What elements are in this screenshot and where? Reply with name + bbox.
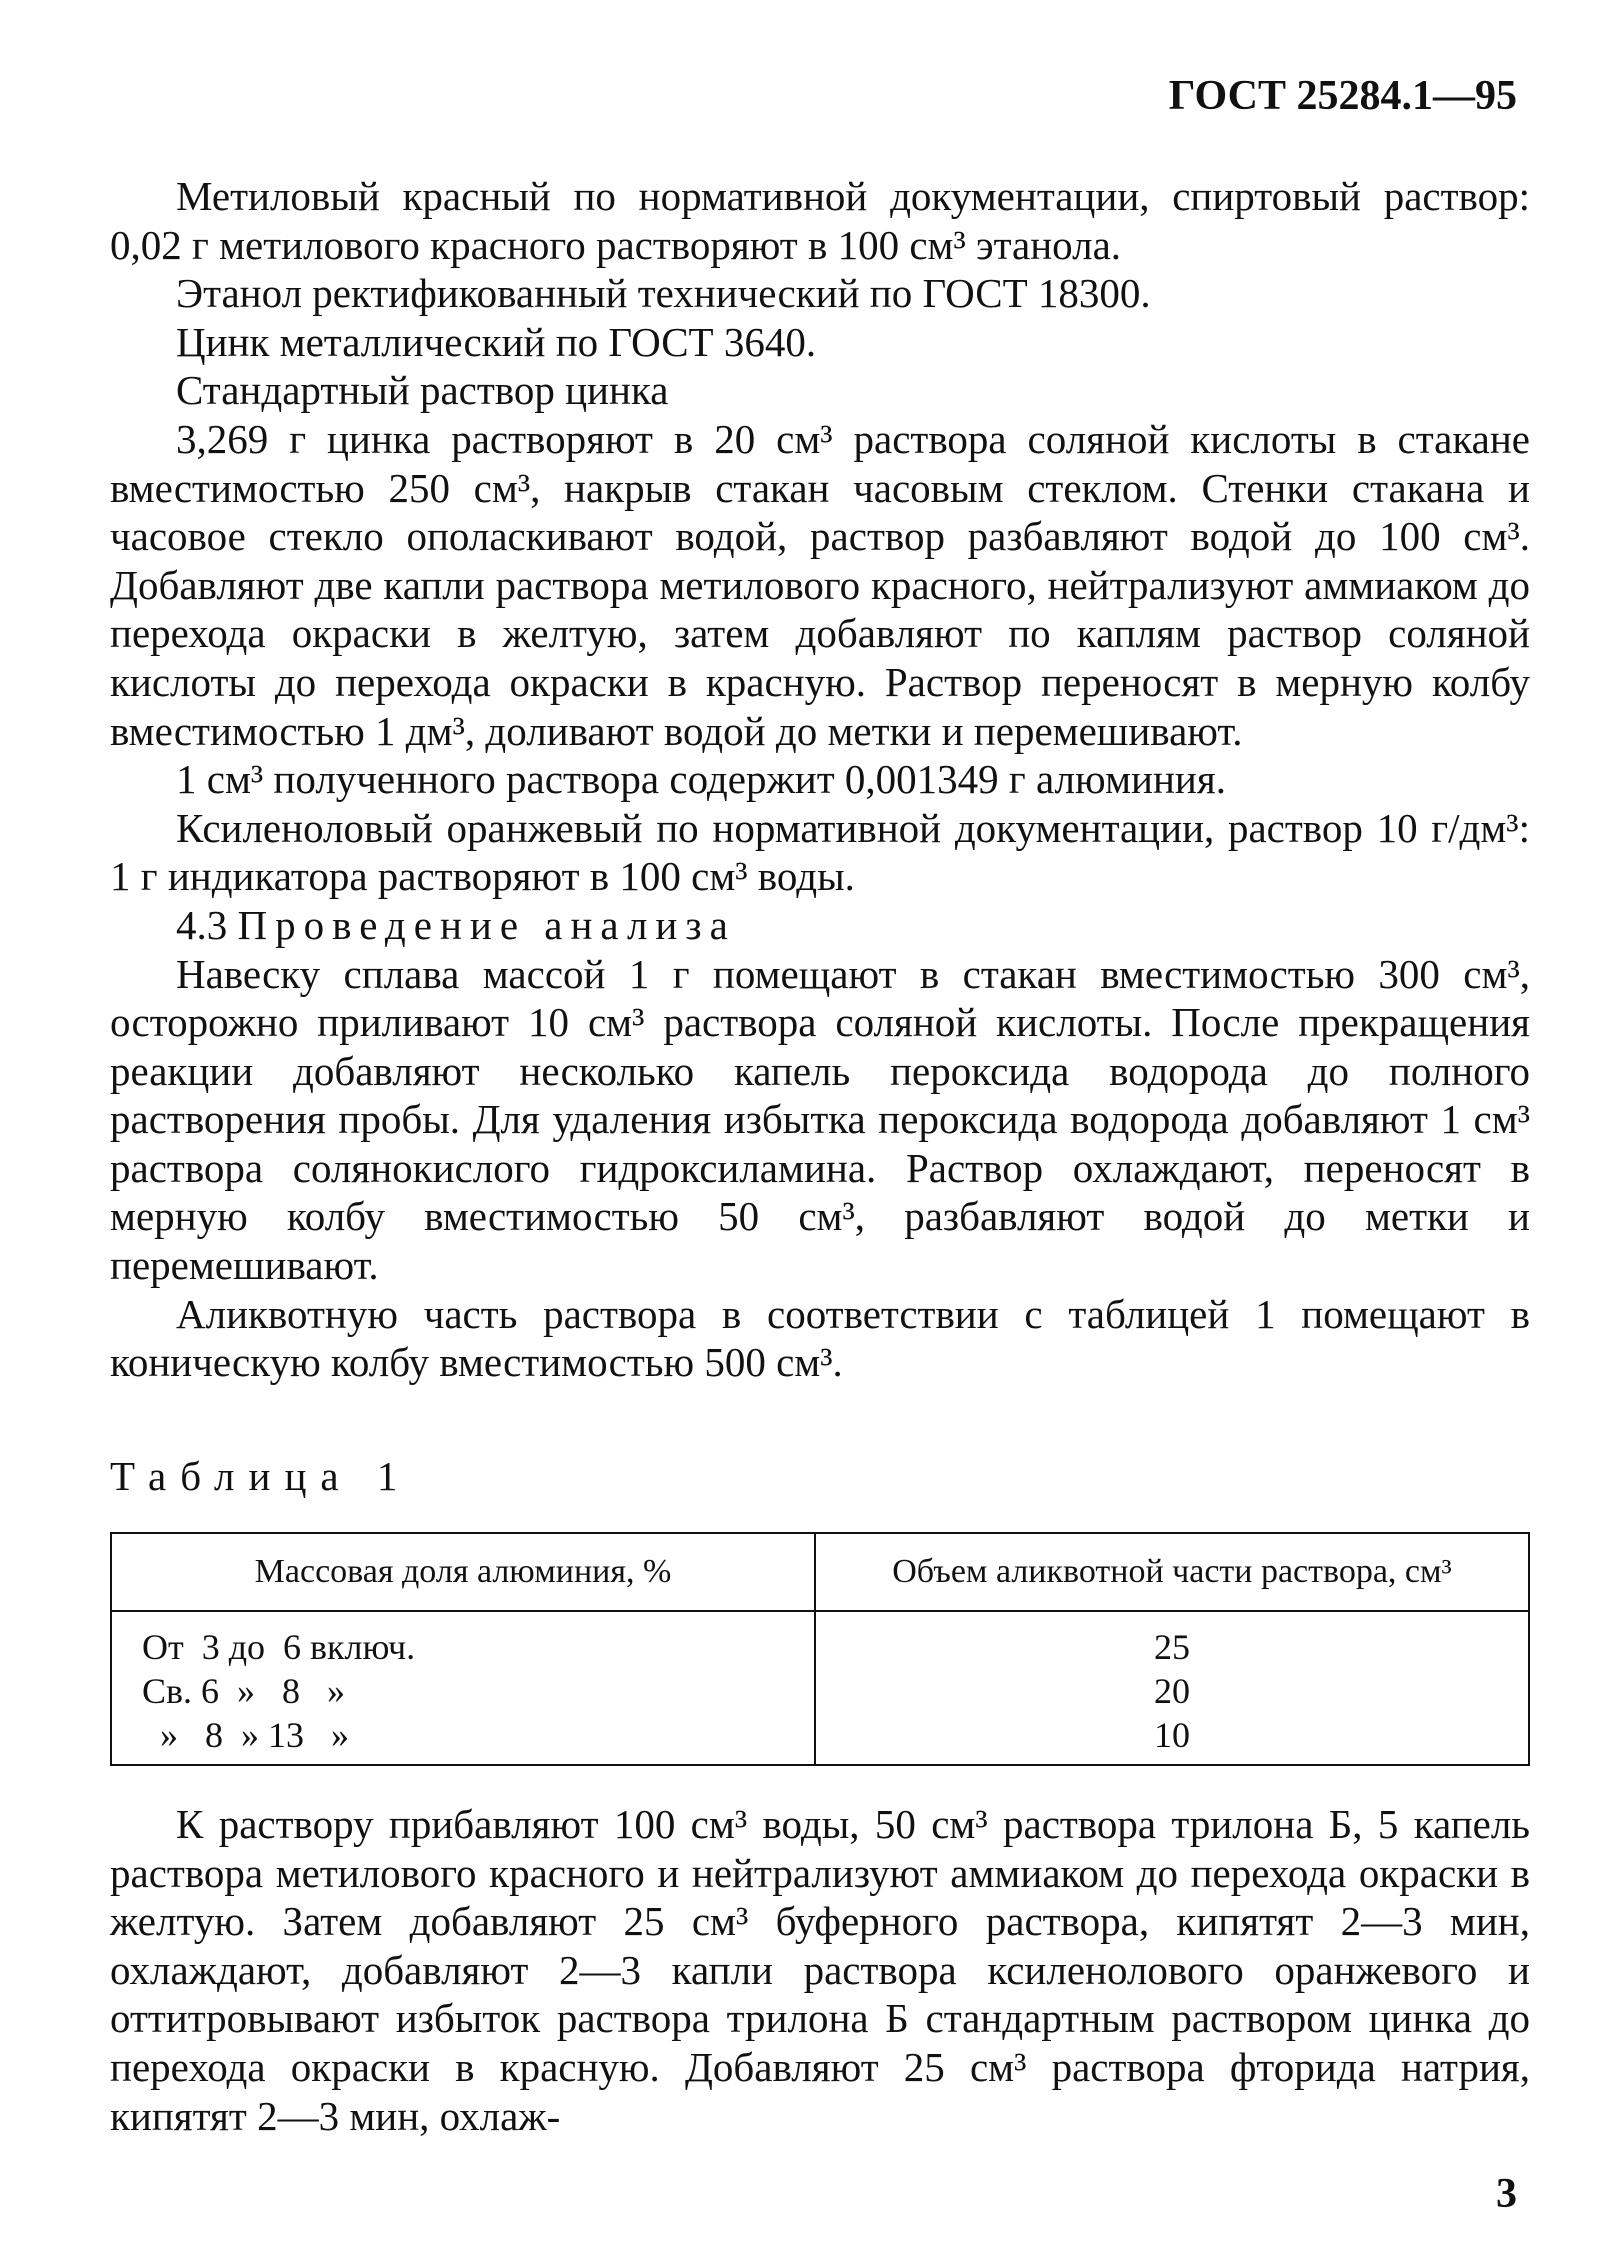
paragraph-aluminium-content: 1 см³ полученного раствора содержит 0,001349 г алюминия.: [176, 756, 1226, 803]
paragraph-methyl-red: Метиловый красный по нормативной документации, спиртовый раствор: 0,02 г метилового красного растворяют в 100 см³ этанола.: [110, 173, 1530, 268]
paragraph-standard-zinc-title: Стандартный раствор цинка: [176, 367, 669, 414]
aliquot-table: [110, 1532, 1530, 1766]
paragraph-zinc-metal: Цинк металлический по ГОСТ 3640.: [176, 318, 817, 365]
cell-range: От 3 до 6 включ.: [111, 1611, 815, 1669]
paragraph-aliquot: Аликвотную часть раствора в соответствии с таблицей 1 помещают в коническую колбу вместимостью 500 см³.: [110, 1290, 1530, 1386]
table-header-row: [111, 1533, 1529, 1611]
paragraph-xylenol-orange: Ксиленоловый оранжевый по нормативной документации, раствор 10 г/дм³: 1 г индикатора растворяют в 100 см³ воды.: [110, 804, 1530, 900]
paragraph-standard-zinc-prep: 3,269 г цинка растворяют в 20 см³ раствора соляной кислоты в стакане вместимостью 250 см³, накрыв стакан часовым стеклом. Стенки стакана и часовое стекло ополаскивают водой, раствор разбавляют водой до 100 см³. Добавляют две капли раствора метилового красного, нейтрализуют аммиаком до перехода окраски в желтую, затем добавляют по каплям раствор соляной кислоты до перехода окраски в красную. Раствор переносят в мерную колбу вместимостью 1 дм³, доливают водой до метки и перемешивают.: [110, 415, 1530, 754]
section-number: 4.3: [176, 901, 228, 948]
section-title: Проведение анализа: [237, 901, 736, 948]
paragraph-sample-dissolution: Навеску сплава массой 1 г помещают в стакан вместимостью 300 см³, осторожно приливают 10 см³ раствора соляной кислоты. После прекращения реакции добавляют несколько капель пероксида водорода до полного растворения пробы. Для удаления избытка пероксида водорода добавляют 1 см³ раствора солянокислого гидроксиламина. Раствор охлаждают, переносят в мерную колбу вместимостью 50 см³, разбавляют водой до метки и перемешивают.: [110, 950, 1530, 1289]
page-number: 3: [1496, 2171, 1517, 2217]
cell-range: Св. 6 » 8 »: [111, 1669, 815, 1713]
section-heading: [110, 901, 1530, 950]
header-aliquot-volume: Объем аликвотной части раствора, см³: [815, 1533, 1529, 1611]
body-text-bottom: [110, 1800, 1530, 2140]
cell-volume: 25: [815, 1611, 1529, 1669]
cell-range: » 8 » 13 »: [111, 1713, 815, 1765]
cell-volume: 20: [815, 1669, 1529, 1713]
table-row: [111, 1669, 1529, 1713]
table-row: [111, 1713, 1529, 1765]
cell-volume: 10: [815, 1713, 1529, 1765]
header-aluminium-fraction: Массовая доля алюминия, %: [111, 1533, 815, 1611]
table-row: [111, 1611, 1529, 1669]
table-caption: Таблица 1: [110, 1453, 412, 1499]
paragraph-ethanol: Этанол ректификованный технический по ГОСТ 18300.: [176, 270, 1151, 317]
paragraph-titration: К раствору прибавляют 100 см³ воды, 50 см³ раствора трилона Б, 5 капель раствора метилового красного и нейтрализуют аммиаком до перехода окраски в желтую. Затем добавляют 25 см³ буферного раствора, кипятят 2—3 мин, охлаждают, добавляют 2—3 капли раствора ксиленолового оранжевого и оттитровывают избыток раствора трилона Б стандартным раствором цинка до перехода окраски в красную. Добавляют 25 см³ раствора фторида натрия, кипятят 2—3 мин, охлаж-: [110, 1801, 1530, 2139]
body-text-top: [110, 172, 1530, 1387]
document-code-header: ГОСТ 25284.1—95: [1168, 73, 1517, 119]
